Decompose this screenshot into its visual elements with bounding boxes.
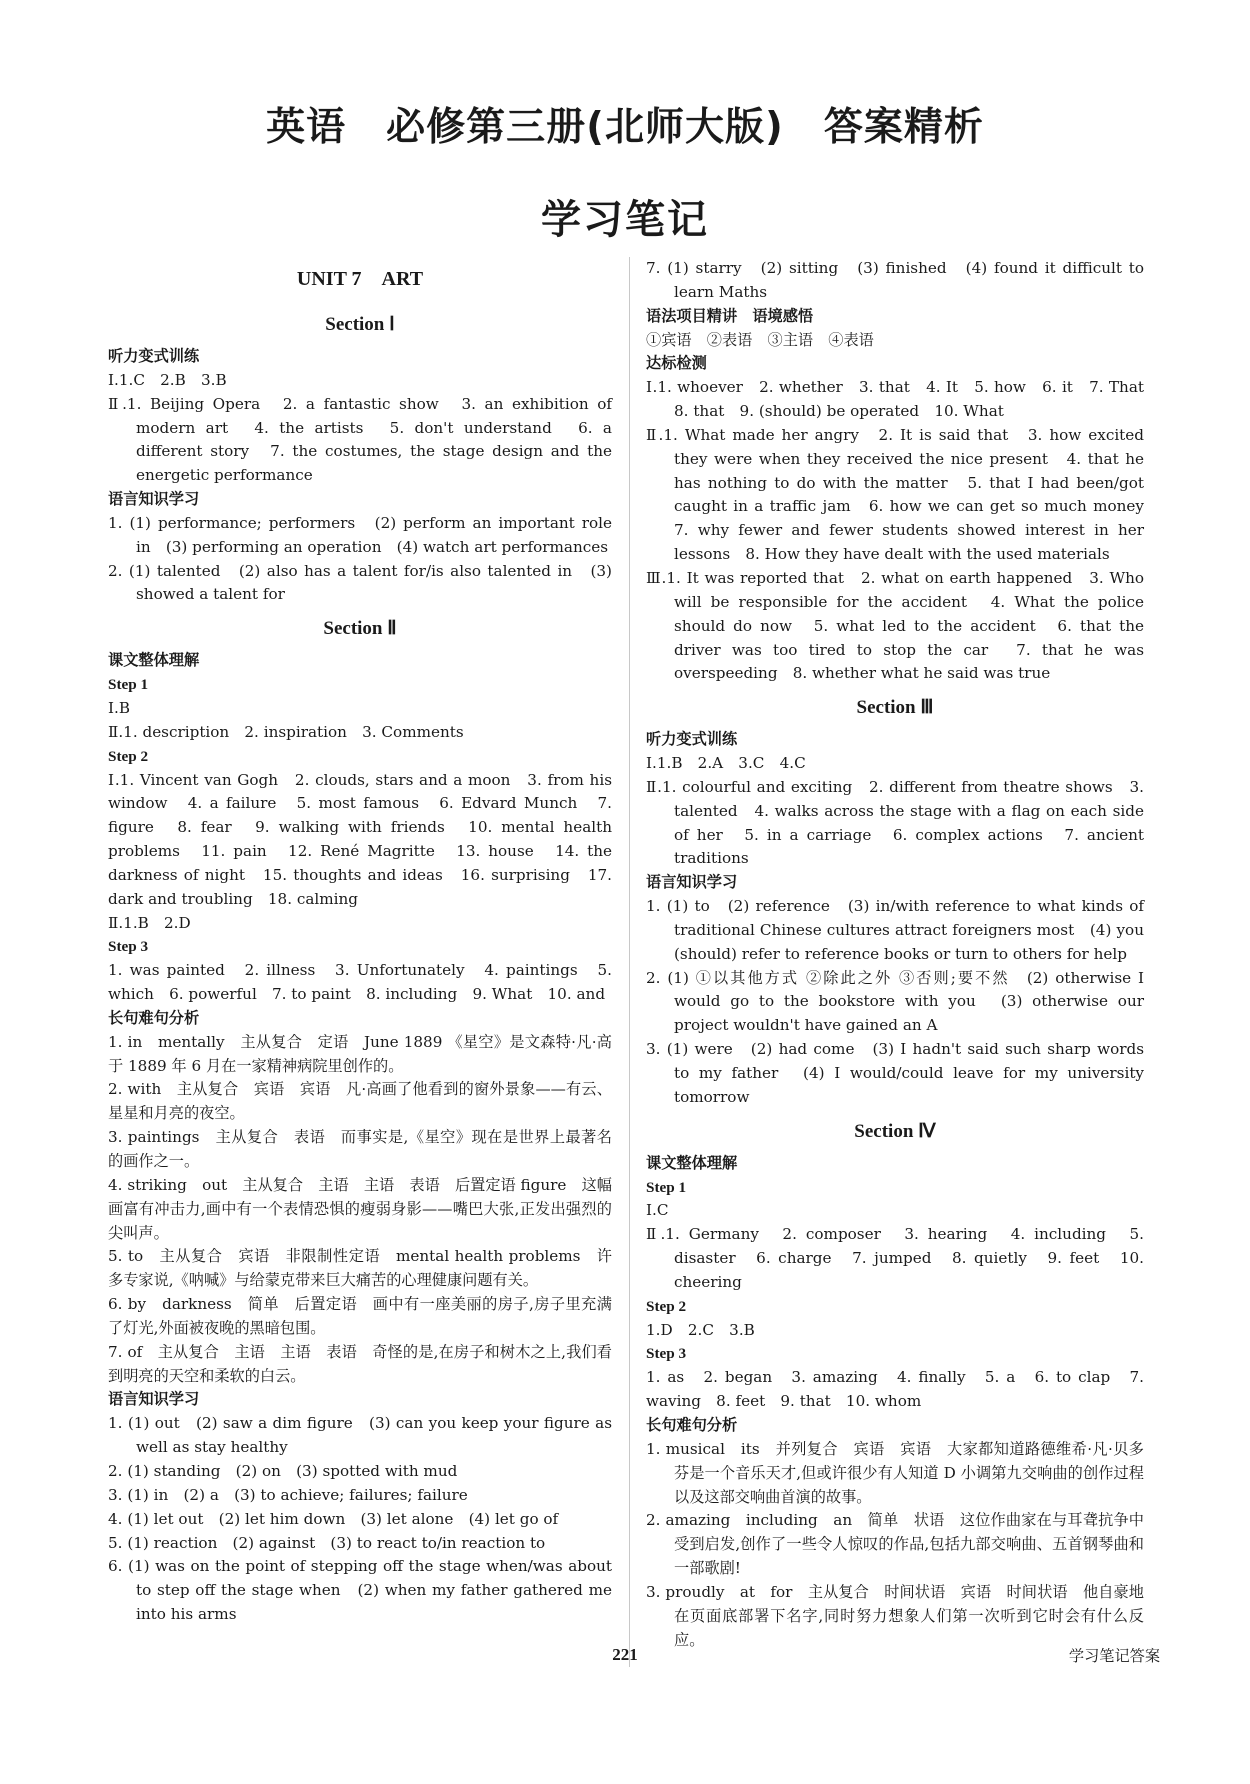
listening-heading: 听力变式训练: [108, 347, 200, 365]
main-title: 英语 必修第三册(北师大版) 答案精析: [266, 105, 984, 150]
language-heading: 语言知识学习: [108, 1390, 200, 1409]
answer-line: 4. (1) let out (2) let him down (3) let alone (4) let go of: [108, 1509, 559, 1528]
analysis-line: 4. striking out 主从复合 主语 主语 表语 后置定语 figure 这幅画富有冲击力,画中有一个表情恐惧的瘦弱身影——嘴巴大张,正发出强烈的尖叫声。: [108, 1175, 612, 1242]
section-4-title: Section Ⅳ: [854, 1120, 936, 1142]
sub-title: 学习笔记: [541, 197, 709, 243]
step-label: Step 3: [646, 1345, 687, 1363]
answer-line: Ⅰ.B: [108, 698, 130, 717]
analysis-line: 7. of 主从复合 主语 主语 表语 奇怪的是,在房子和树木之上,我们看到明亮的天空和柔软的白云。: [108, 1342, 612, 1385]
column-divider: [629, 257, 630, 1667]
answer-line: 7. (1) starry (2) sitting (3) finished (4) found it difficult to learn Maths: [646, 259, 1144, 301]
answer-line: Ⅰ.1. Vincent van Gogh 2. clouds, stars and a moon 3. from his window 4. a failure 5. most famous 6. Edvard Munch 7. figure 8. fear 9. walking with friends 10. mental health problems 11. pain 12. René Magritte 13. house 14. the darkness of night 15. thoughts and ideas 16. surprising 17. dark and troubling 18. calming: [108, 770, 612, 908]
answer-line: Ⅱ.1. Beijing Opera 2. a fantastic show 3. an exhibition of modern art 4. the artists 5. don't understand 6. a different story 7. the costumes, the stage design and the energetic performance: [108, 394, 612, 485]
answer-line: 1. as 2. began 3. amazing 4. finally 5. a 6. to clap 7. waving 8. feet 9. that 10. whom: [646, 1368, 1144, 1411]
text-understanding-heading: 课文整体理解: [646, 1153, 738, 1172]
answer-line: Ⅱ.1. colourful and exciting 2. different from theatre shows 3. talented 4. walks across the stage with a flag on each side of her 5. in a carriage 6. complex actions 7. ancient traditions: [646, 777, 1144, 868]
step-label: Step 2: [108, 747, 149, 765]
answer-line: Ⅰ.1.B 2.A 3.C 4.C: [646, 754, 806, 773]
long-sentence-heading: 长句难句分析: [646, 1415, 738, 1434]
analysis-line: 3. paintings 主从复合 表语 而事实是,《星空》现在是世界上最著名的画作之一。: [108, 1128, 612, 1170]
answer-line: Ⅰ.1.C 2.B 3.B: [108, 370, 227, 389]
text-understanding-heading: 课文整体理解: [108, 651, 200, 670]
answer-line: 1.D 2.C 3.B: [646, 1320, 755, 1339]
answer-line: Ⅱ.1.B 2.D: [108, 913, 191, 932]
answer-line: 5. (1) reaction (2) against (3) to react to/in reaction to: [108, 1533, 546, 1552]
answer-line: 1. (1) performance; performers (2) perform an important role in (3) performing an operation (4) watch art performances: [108, 513, 612, 556]
answer-line: Ⅱ.1. Germany 2. composer 3. hearing 4. including 5. disaster 6. charge 7. jumped 8. quietly 9. feet 10. cheering: [646, 1225, 1144, 1291]
section-3-title: Section Ⅲ: [856, 697, 934, 719]
grammar-heading: 语法项目精讲 语境感悟: [646, 306, 814, 325]
analysis-line: 2. with 主从复合 宾语 宾语 凡·高画了他看到的窗外景象——有云、星星和月亮的夜空。: [108, 1080, 612, 1123]
answer-line: Ⅲ.1. It was reported that 2. what on earth happened 3. Who will be responsible for the accident 4. What the police should do now 5. what led to the accident 6. that the driver was too tired to stop the car 7. that he was overspeeding 8. whether what he said was true: [646, 568, 1144, 683]
footer-label: 学习笔记答案: [1068, 1647, 1160, 1665]
analysis-line: 3. proudly at for 主从复合 时间状语 宾语 时间状语 他自豪地在页面底部署下名字,同时努力想象人们第一次听到它时会有什么反应。: [646, 1582, 1144, 1649]
analysis-line: 6. by darkness 简单 后置定语 画中有一座美丽的房子,房子里充满了灯光,外面被夜晚的黑暗包围。: [108, 1295, 612, 1337]
step-label: Step 2: [646, 1297, 687, 1315]
right-column: [646, 257, 1160, 1652]
answer-line: 1. (1) to (2) reference (3) in/with reference to what kinds of traditional Chinese cultures attract foreigners most (4) you (should) refer to reference books or turn to others for help: [646, 897, 1144, 963]
analysis-line: 5. to 主从复合 宾语 非限制性定语 mental health problems 许多专家说,《呐喊》与给蒙克带来巨大痛苦的心理健康问题有关。: [108, 1247, 612, 1290]
language-heading: 语言知识学习: [108, 490, 200, 509]
answer-line: 3. (1) in (2) a (3) to achieve; failures; failure: [108, 1485, 468, 1504]
language-heading: 语言知识学习: [646, 873, 738, 892]
step-label: Step 1: [646, 1178, 687, 1196]
check-heading: 达标检测: [646, 354, 707, 373]
step-label: Step 3: [108, 938, 149, 956]
answer-line: Ⅱ.1. description 2. inspiration 3. Comments: [108, 722, 464, 741]
answer-line: Ⅰ.C: [646, 1201, 669, 1220]
answer-line: 1. (1) out (2) saw a dim figure (3) can you keep your figure as well as stay healthy: [108, 1414, 612, 1457]
answer-line: Ⅰ.1. whoever 2. whether 3. that 4. It 5. how 6. it 7. That 8. that 9. (should) be operated 10. What: [646, 378, 1160, 421]
step-label: Step 1: [108, 676, 149, 694]
answer-line: 2. (1) ①以其他方式 ②除此之外 ③否则;要不然 (2) otherwise I would go to the bookstore with you (3) otherwise our project wouldn't have gained an A: [646, 968, 1144, 1035]
answer-line: 6. (1) was on the point of stepping off the stage when/was about to step off the stage when (2) when my father gathered me into his arms: [108, 1557, 612, 1624]
answer-line: ①宾语 ②表语 ③主语 ④表语: [646, 330, 874, 349]
analysis-line: 1. in mentally 主从复合 定语 June 1889 《星空》是文森特·凡·高于 1889 年 6 月在一家精神病院里创作的。: [108, 1032, 612, 1075]
long-sentence-heading: 长句难句分析: [108, 1008, 200, 1027]
page-number: 221: [612, 1645, 638, 1664]
listening-heading: 听力变式训练: [646, 730, 738, 749]
section-2-title: Section Ⅱ: [323, 618, 397, 640]
answer-line: 3. (1) were (2) had come (3) I hadn't said such sharp words to my father (4) I would/could leave for my university tomorrow: [646, 1040, 1144, 1106]
answer-line: 2. (1) standing (2) on (3) spotted with mud: [108, 1461, 458, 1480]
analysis-line: 1. musical its 并列复合 宾语 宾语 大家都知道路德维希·凡·贝多芬是一个音乐天才,但或许很少有人知道 D 小调第九交响曲的创作过程以及这部交响曲首演的故事。: [646, 1439, 1144, 1506]
answer-line: Ⅱ.1. What made her angry 2. It is said that 3. how excited they were when they received the nice present 4. that he has nothing to do with the matter 5. that I had been/got caught in a traffic jam 6. how we can get so much money 7. why fewer and fewer students showed interest in her lessons 8. How they have dealt with the used materials: [646, 425, 1160, 564]
left-column: [108, 257, 612, 1627]
answer-line: 1. was painted 2. illness 3. Unfortunately 4. paintings 5. which 6. powerful 7. to paint 8. including 9. What 10. and: [108, 961, 612, 1004]
analysis-line: 2. amazing including an 简单 状语 这位作曲家在与耳聋抗争中受到启发,创作了一些令人惊叹的作品,包括九部交响曲、五首钢琴曲和一部歌剧!: [646, 1511, 1144, 1578]
answer-line: 2. (1) talented (2) also has a talent for/is also talented in (3) showed a talent for: [108, 561, 612, 604]
unit-title: UNIT 7 ART: [296, 268, 424, 290]
section-1-title: Section Ⅰ: [325, 314, 395, 335]
